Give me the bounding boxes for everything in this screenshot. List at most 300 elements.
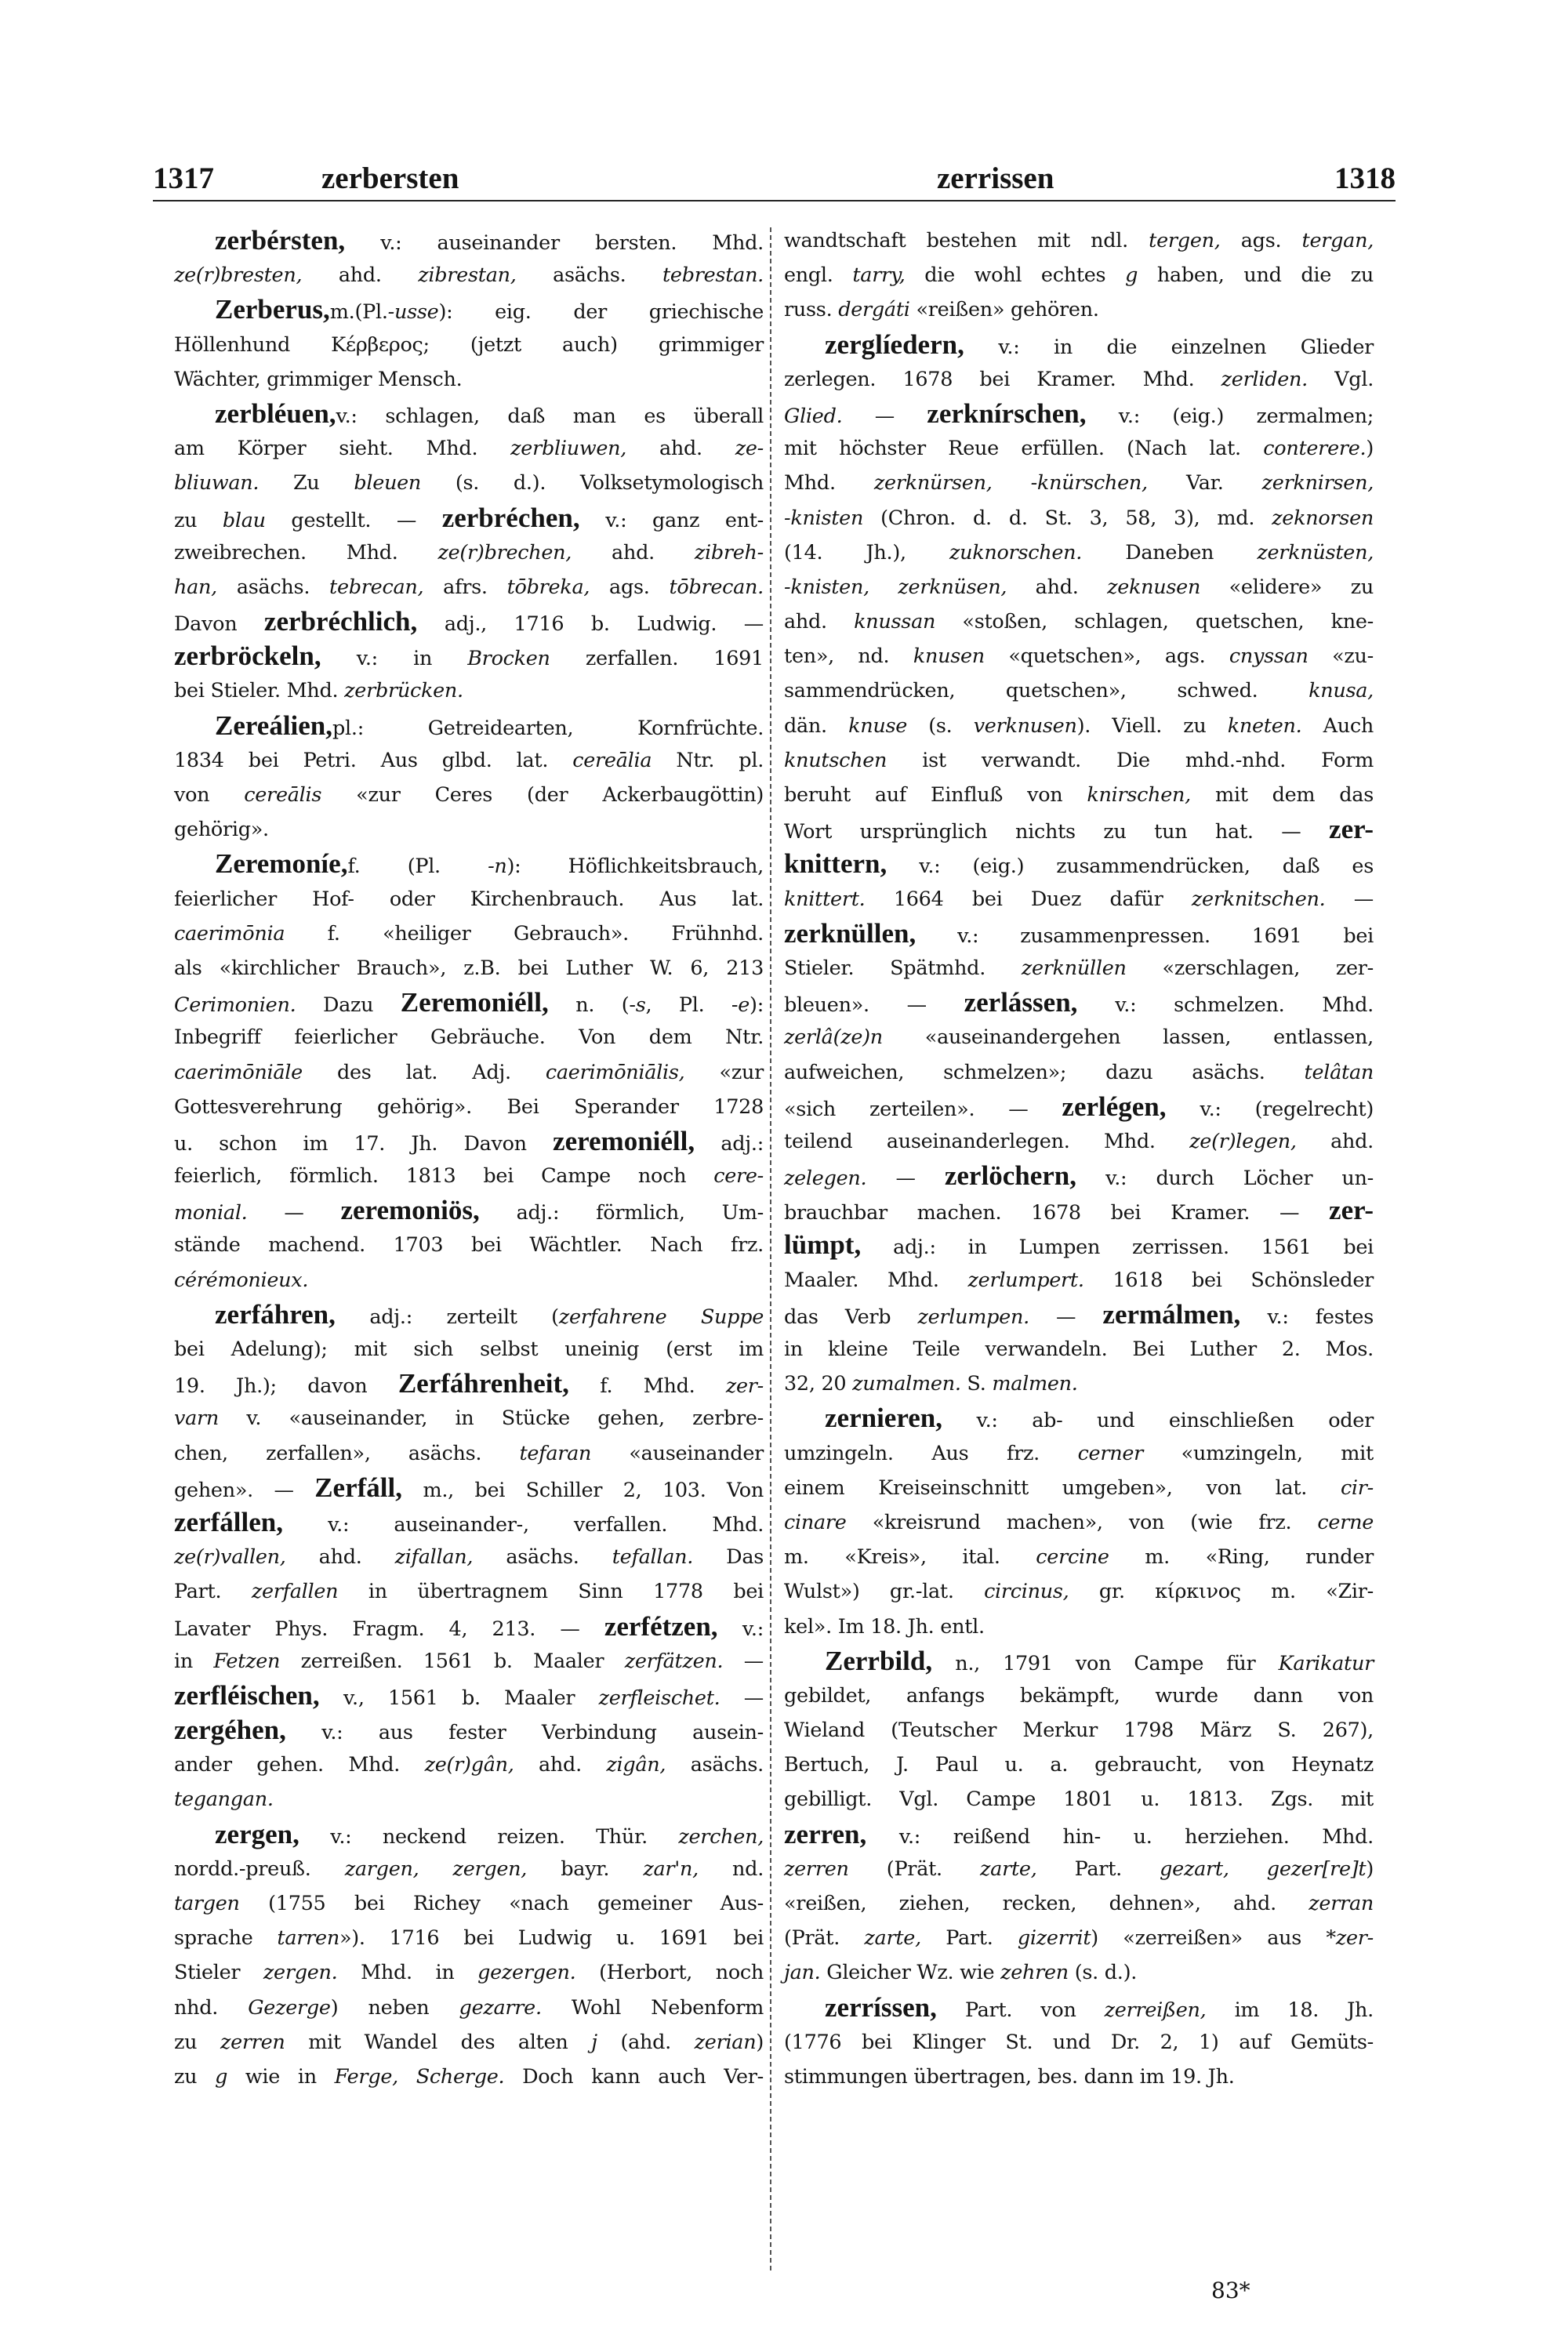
italic-form: caerimōniālis, <box>545 1060 685 1084</box>
text-run: Wächter, grimmiger Mensch. <box>174 367 463 391</box>
text-line <box>784 223 1374 258</box>
italic-form: zibreh- <box>694 540 764 564</box>
text-run: Zu <box>259 471 354 495</box>
text-run: v.: (regelrecht) <box>1166 1097 1374 1121</box>
text-run: adj.: förmlich, Um- <box>479 1201 764 1225</box>
italic-form: ze(r)gân, <box>424 1753 514 1777</box>
headword: zerbröckeln, <box>174 641 321 672</box>
italic-form: zelegen. <box>784 1167 867 1191</box>
text-run: (ahd. <box>597 2030 695 2054</box>
italic-form: zerran <box>1308 1892 1374 1915</box>
text-run: Mhd. <box>784 471 874 495</box>
italic-form: tōbreka, <box>506 575 590 599</box>
headword: zerfléischen, <box>174 1679 320 1711</box>
text-run: nd. <box>698 1857 764 1881</box>
text-run: «stoßen, schlagen, quetschen, kne- <box>935 610 1374 634</box>
text-run: des lat. Adj. <box>302 1060 546 1084</box>
headword: zerren, <box>784 1818 867 1849</box>
text-run: ags. <box>590 575 670 599</box>
headword: zerbléuen, <box>215 397 336 429</box>
text-line <box>174 847 764 881</box>
headword: zerfáhren, <box>215 1298 336 1330</box>
text-line <box>784 1401 1374 1436</box>
headword: Zeremoníe, <box>215 848 348 880</box>
italic-form: zarte, <box>980 1857 1037 1881</box>
italic-form: kneten. <box>1227 713 1302 738</box>
headword: Zerfáhrenheit, <box>397 1368 569 1399</box>
text-run: — <box>1029 1305 1103 1329</box>
italic-form: verknusen <box>973 713 1077 738</box>
headword: Zeremoniéll, <box>400 987 549 1018</box>
text-run: Dazu <box>296 993 401 1018</box>
italic-form: tefaran <box>519 1441 592 1465</box>
header-rule <box>153 200 1396 201</box>
text-line <box>174 1748 764 1782</box>
italic-form: zer- <box>725 1374 764 1399</box>
right-column <box>784 223 1374 2094</box>
text-run: v.: in <box>321 647 468 671</box>
text-run: Wohl Nebenform <box>541 1995 764 2020</box>
text-run: ): eig. der griechische <box>438 300 764 325</box>
text-run: mit dem das <box>1191 783 1374 807</box>
text-run: zerreißen. 1561 b. Maaler <box>280 1649 625 1673</box>
italic-form: tergen, <box>1149 229 1221 252</box>
text-line <box>784 1055 1374 1090</box>
text-line <box>174 431 764 466</box>
text-run: ahd. <box>302 263 419 288</box>
text-run: v.: (eig.) zusammendrücken, daß es <box>887 855 1374 879</box>
text-line <box>174 1540 764 1574</box>
text-line <box>174 1610 764 1644</box>
italic-form: telâtan <box>1304 1060 1374 1084</box>
italic-form: circinus, <box>984 1580 1069 1604</box>
text-line <box>784 328 1374 362</box>
right-guide-word: zerrissen <box>937 162 1054 195</box>
left-column <box>174 223 764 2094</box>
headword: zergéhen, <box>174 1715 286 1746</box>
text-line <box>784 1263 1374 1298</box>
italic-form: cérémonieux. <box>174 1268 309 1292</box>
text-line <box>174 258 764 292</box>
text-run: asächs. <box>216 575 330 599</box>
text-run: ): Höflichkeitsbrauch, <box>506 855 764 879</box>
text-run: Davon <box>174 612 264 637</box>
italic-form: malmen. <box>992 1372 1078 1396</box>
italic-form: zerfätzen. <box>624 1649 724 1673</box>
text-line <box>784 1298 1374 1332</box>
text-line <box>174 1713 764 1748</box>
text-run: Mhd. in <box>337 1961 478 1985</box>
text-run: mit höchster Reue erfüllen. (Nach lat. <box>784 437 1264 461</box>
text-run: «auseinander <box>591 1441 764 1465</box>
text-line <box>174 1367 764 1401</box>
text-run: (1755 bei Richey «nach gemeiner Aus- <box>239 1892 764 1915</box>
text-run: ten», nd. <box>784 644 913 669</box>
text-run: v.: reißend hin- u. herziehen. Mhd. <box>866 1824 1374 1849</box>
italic-form: g <box>1125 263 1138 288</box>
text-line <box>174 1886 764 1921</box>
italic-form: cercine <box>1036 1545 1109 1570</box>
headword: lümpt, <box>784 1229 862 1261</box>
text-run: Maaler. Mhd. <box>784 1268 968 1292</box>
italic-form: zerreißen, <box>1104 1998 1207 2022</box>
text-run: Stieler. Spätmhd. <box>784 956 1022 980</box>
text-run: einem Kreiseinschnitt umgeben», von lat. <box>784 1475 1341 1500</box>
text-run: russ. <box>784 298 839 322</box>
italic-form: bliuwan. <box>174 471 260 495</box>
text-line <box>784 639 1374 673</box>
text-run: ) <box>1366 437 1374 461</box>
italic-form: zerfahrene Suppe <box>558 1305 764 1329</box>
text-run: v., 1561 b. Maaler <box>319 1686 599 1710</box>
text-line <box>784 501 1374 535</box>
text-run: stände machend. 1703 bei Wächtler. Nach frz. <box>174 1233 764 1258</box>
text-line <box>174 1055 764 1090</box>
text-run: ahd. <box>572 540 695 564</box>
text-run: bayr. <box>527 1857 644 1881</box>
italic-form: g <box>215 2064 228 2089</box>
italic-form: zergen. <box>263 1961 338 1985</box>
text-line <box>174 1159 764 1193</box>
text-line <box>174 1090 764 1124</box>
text-run: ahd. <box>784 610 855 634</box>
left-guide-word: zerbersten <box>321 162 459 195</box>
headword: zerfétzen, <box>604 1610 718 1642</box>
headword: zerlégen, <box>1062 1091 1167 1122</box>
text-line <box>784 1644 1374 1679</box>
text-run: asächs. <box>473 1545 612 1570</box>
text-line <box>784 1124 1374 1159</box>
text-line <box>784 1782 1374 1817</box>
text-run: stimmungen übertragen, bes. dann im 19. Jh. <box>784 2064 1235 2089</box>
italic-form: ze- <box>735 437 764 461</box>
text-run: ) neben <box>330 1995 459 2020</box>
text-line <box>174 882 764 916</box>
text-run: — <box>723 1649 764 1673</box>
text-line <box>784 812 1374 847</box>
italic-form: zibrestan, <box>418 263 517 288</box>
text-line <box>784 709 1374 743</box>
text-line <box>174 709 764 743</box>
text-line <box>784 2025 1374 2060</box>
text-run: «zerschlagen, zer- <box>1126 956 1374 980</box>
italic-form: zerbrücken. <box>344 679 463 703</box>
text-run: ahd. <box>626 437 735 461</box>
headword: Zerfáll, <box>314 1472 402 1503</box>
headword: zeremoniéll, <box>553 1125 695 1156</box>
text-line <box>174 1955 764 1990</box>
text-line <box>174 1228 764 1262</box>
italic-form: gizerrit <box>1017 1926 1091 1951</box>
text-line <box>174 1782 764 1817</box>
text-line <box>784 882 1374 916</box>
italic-form: zarte, <box>864 1926 921 1951</box>
text-run: v.: <box>717 1617 764 1641</box>
text-run: (s. <box>907 713 974 738</box>
text-line <box>174 985 764 1020</box>
headword: zeremoniös, <box>340 1195 480 1226</box>
text-line <box>784 1886 1374 1921</box>
italic-form: knussan <box>854 610 936 634</box>
text-line <box>784 1332 1374 1367</box>
italic-form: zerren <box>220 2030 285 2054</box>
text-run: asächs. <box>666 1753 764 1777</box>
text-run: Part. von <box>936 1998 1105 2022</box>
italic-form: tebrestan. <box>662 263 764 288</box>
text-run: , Pl. - <box>645 993 739 1018</box>
text-run: m., bei Schiller 2, 103. Von <box>401 1478 764 1502</box>
italic-form: cerne <box>1317 1510 1374 1534</box>
italic-form: -n <box>488 855 507 879</box>
text-run: v.: ganz ent- <box>579 508 764 532</box>
text-run: Gottesverehrung gehörig». Bei Sperander 1728 <box>174 1094 764 1119</box>
text-run: Ntr. pl. <box>652 748 764 772</box>
text-run: haben, und die zu <box>1138 263 1374 288</box>
text-run: gehen». — <box>174 1478 315 1502</box>
text-line <box>174 743 764 778</box>
text-line <box>784 1090 1374 1124</box>
headword: zerlöchern, <box>944 1160 1076 1192</box>
text-line <box>784 292 1374 327</box>
text-run: feierlich, förmlich. 1813 bei Campe noch <box>174 1164 714 1189</box>
text-run: adj.: <box>695 1131 764 1156</box>
text-line <box>174 1020 764 1054</box>
italic-form: ze(r)legen, <box>1189 1129 1297 1153</box>
italic-form: zehren <box>1000 1961 1069 1985</box>
text-run: «zur <box>684 1060 764 1084</box>
text-line <box>174 2060 764 2094</box>
text-run: «zur Ceres (der Ackerbaugöttin) <box>321 783 764 807</box>
text-line <box>784 1574 1374 1609</box>
text-line <box>174 2025 764 2060</box>
text-line <box>174 328 764 362</box>
headword: zer- <box>1329 1195 1374 1226</box>
column-divider <box>770 227 771 2274</box>
text-run: Part. <box>174 1580 252 1604</box>
text-line <box>784 847 1374 881</box>
text-run: n., 1791 von Campe für <box>932 1651 1279 1675</box>
text-run: «auseinandergehen lassen, entlassen, <box>882 1025 1374 1050</box>
text-line <box>784 1991 1374 2025</box>
italic-form: gezart, gezer[re]t <box>1160 1857 1367 1881</box>
text-run: v.: zusammenpressen. 1691 bei <box>916 924 1374 948</box>
text-line <box>784 431 1374 466</box>
text-run: v.: schmelzen. Mhd. <box>1077 993 1374 1018</box>
italic-form: zerlumpert. <box>967 1268 1084 1292</box>
text-run: ahd. <box>285 1545 395 1570</box>
text-line <box>784 673 1374 708</box>
italic-form: varn <box>174 1406 220 1431</box>
text-run: v.: in die einzelnen Glieder <box>964 335 1374 359</box>
text-run: bei Stieler. Mhd. <box>174 679 345 703</box>
text-run: Var. <box>1147 471 1262 495</box>
text-run: aufweichen, schmelzen»; dazu asächs. <box>784 1060 1305 1084</box>
text-line <box>784 2060 1374 2094</box>
text-line <box>784 1193 1374 1228</box>
italic-form: bleuen <box>354 471 422 495</box>
italic-form: conterere. <box>1263 437 1367 461</box>
italic-form: ze(r)bresten, <box>174 263 303 288</box>
italic-form: monial. <box>174 1201 248 1225</box>
text-run: adj.: zerteilt ( <box>335 1305 559 1329</box>
text-line <box>784 1436 1374 1471</box>
text-line <box>784 1540 1374 1574</box>
text-run: — <box>842 404 927 428</box>
text-run: f. (Pl. <box>347 855 488 879</box>
text-line <box>784 1713 1374 1748</box>
italic-form: cnyssan <box>1229 644 1308 669</box>
italic-form: Fetzen <box>213 1649 281 1673</box>
text-run: sprache <box>174 1926 278 1951</box>
text-line <box>174 812 764 847</box>
right-page-number: 1318 <box>1334 162 1396 195</box>
italic-form: gezarre. <box>459 1995 542 2020</box>
text-run: — <box>247 1201 341 1225</box>
text-run: (1776 bei Klinger St. und Dr. 2, 1) auf Gemüts- <box>784 2030 1374 2054</box>
headword: zer- <box>1329 814 1374 845</box>
text-run: in übertragnem Sinn 1778 bei <box>338 1580 764 1604</box>
text-run: (s. d.). <box>1068 1961 1138 1985</box>
text-line <box>174 1263 764 1298</box>
text-run: v.: schlagen, daß man es überall <box>336 404 764 428</box>
text-run: gestellt. — <box>265 508 442 532</box>
text-line <box>174 1332 764 1367</box>
italic-form: *zer- <box>1326 1926 1374 1951</box>
italic-form: zeknusen <box>1107 575 1201 599</box>
text-line <box>784 985 1374 1020</box>
text-line <box>784 1748 1374 1782</box>
text-run: v.: neckend reizen. Thür. <box>299 1824 679 1849</box>
headword: zerglíedern, <box>825 328 964 360</box>
italic-form: -usse <box>387 300 439 325</box>
text-run: v.: durch Löcher un- <box>1076 1167 1374 1191</box>
italic-form: Ferge, Scherge. <box>334 2064 505 2089</box>
text-line <box>174 639 764 673</box>
italic-form: zerknürsen, -knürschen, <box>873 471 1148 495</box>
text-run: — <box>866 1167 945 1191</box>
italic-form: Karikatur <box>1278 1651 1374 1675</box>
italic-form: knittert. <box>784 887 866 911</box>
text-line <box>784 1020 1374 1054</box>
text-run: zweibrechen. Mhd. <box>174 540 438 564</box>
text-run: v. «auseinander, in Stücke gehen, zerbre- <box>219 1406 764 1431</box>
text-run: m.(Pl. <box>329 300 388 325</box>
italic-form: knutschen <box>784 748 887 772</box>
text-run: zu <box>174 508 223 532</box>
headword: zerlássen, <box>964 987 1078 1018</box>
text-run: gebilligt. Vgl. Campe 1801 u. 1813. Zgs. mit <box>784 1788 1374 1812</box>
text-line <box>174 223 764 258</box>
text-run: engl. <box>784 263 853 288</box>
italic-form: tegangan. <box>174 1788 274 1812</box>
italic-form: knusen <box>913 644 985 669</box>
text-line <box>784 1471 1374 1505</box>
italic-form: zerlumpen. <box>917 1305 1029 1329</box>
text-run: Doch kann auch Ver- <box>504 2064 764 2089</box>
text-line <box>174 1991 764 2025</box>
text-run: ) «zerreißen» aus <box>1091 1926 1327 1951</box>
text-run: gebildet, anfangs bekämpft, wurde dann von <box>784 1683 1374 1708</box>
text-run: nhd. <box>174 1995 249 2020</box>
italic-form: s <box>635 993 646 1018</box>
headword: zernieren, <box>825 1403 942 1434</box>
text-run: v.: ab- und einschließen oder <box>942 1409 1374 1433</box>
text-run: adj.: in Lumpen zerrissen. 1561 bei <box>861 1236 1374 1260</box>
text-line <box>784 1955 1374 1990</box>
text-line <box>174 535 764 570</box>
text-run: als «kirchlicher Brauch», z.B. bei Luther W. 6, 213 <box>174 956 764 980</box>
italic-form: zerlâ(ze)n <box>784 1025 883 1050</box>
text-line <box>784 916 1374 951</box>
italic-form: tarry, <box>852 263 906 288</box>
text-run: (s. d.). Volksetymologisch <box>421 471 764 495</box>
headword: zergen, <box>215 1818 299 1849</box>
text-run: Das <box>693 1545 764 1570</box>
text-run: (Herbort, noch <box>575 1961 764 1985</box>
text-line <box>174 466 764 500</box>
text-run: Daneben <box>1082 540 1258 564</box>
italic-form: tebrecan, <box>329 575 424 599</box>
text-run: «umzingeln, mit <box>1143 1441 1374 1465</box>
italic-form: ze(r)vallen, <box>174 1545 286 1570</box>
text-run: im 18. Jh. <box>1206 1998 1374 2022</box>
italic-form: cereālis <box>244 783 322 807</box>
headword: knittern, <box>784 848 887 880</box>
text-run: 19. Jh.); davon <box>174 1374 398 1399</box>
italic-form: cereālia <box>572 748 652 772</box>
italic-form: cerner <box>1077 1441 1144 1465</box>
italic-form: cinare <box>784 1510 847 1534</box>
text-line <box>784 951 1374 985</box>
text-line <box>784 1817 1374 1852</box>
headword: Zereálien, <box>215 710 333 741</box>
headword: Zerrbild, <box>825 1645 933 1676</box>
italic-form: ze(r)brechen, <box>437 540 572 564</box>
text-run: Bertuch, J. Paul u. a. gebraucht, von Heynatz <box>784 1753 1374 1777</box>
italic-form: caerimōnia <box>174 921 285 946</box>
text-run: f. Mhd. <box>568 1374 726 1399</box>
text-run: bleuen». — <box>784 993 964 1018</box>
text-run: «zu- <box>1308 644 1374 669</box>
text-line <box>784 604 1374 639</box>
text-run: Inbegriff feierlicher Gebräuche. Von dem Ntr. <box>174 1025 764 1050</box>
text-run: ): <box>750 993 764 1018</box>
italic-form: dergáti <box>838 298 910 322</box>
text-run: v.: festes <box>1240 1305 1374 1329</box>
text-run: wandtschaft bestehen mit ndl. <box>784 229 1149 252</box>
text-run: bei Adelung); mit sich selbst uneinig (erst im <box>174 1338 764 1361</box>
text-run: (Prät. <box>848 1857 981 1881</box>
text-run: teilend auseinanderlegen. Mhd. <box>784 1129 1190 1153</box>
text-run: Wieland (Teutscher Merkur 1798 März S. 267), <box>784 1719 1374 1743</box>
text-line <box>174 570 764 604</box>
text-run: adj., 1716 b. Ludwig. — <box>417 612 764 637</box>
text-run: S. <box>960 1372 993 1396</box>
italic-form: j <box>591 2030 597 2054</box>
italic-form: zerknüsten, <box>1257 540 1374 564</box>
text-line <box>174 673 764 708</box>
text-run: asächs. <box>516 263 662 288</box>
text-run: sammendrücken, quetschen», schwed. <box>784 679 1309 703</box>
text-run: v.: auseinander bersten. Mhd. <box>345 231 764 255</box>
italic-form: zerliden. <box>1221 367 1308 391</box>
italic-form: zeknorsen <box>1272 506 1374 530</box>
text-run: Vgl. <box>1307 367 1374 391</box>
text-run: m. «Ring, runder <box>1109 1545 1374 1570</box>
italic-form: knuse <box>848 713 908 738</box>
text-run: (Chron. d. d. St. 3, 58, 3), md. <box>863 506 1272 530</box>
text-run: zerfallen. 1691 <box>550 647 764 671</box>
